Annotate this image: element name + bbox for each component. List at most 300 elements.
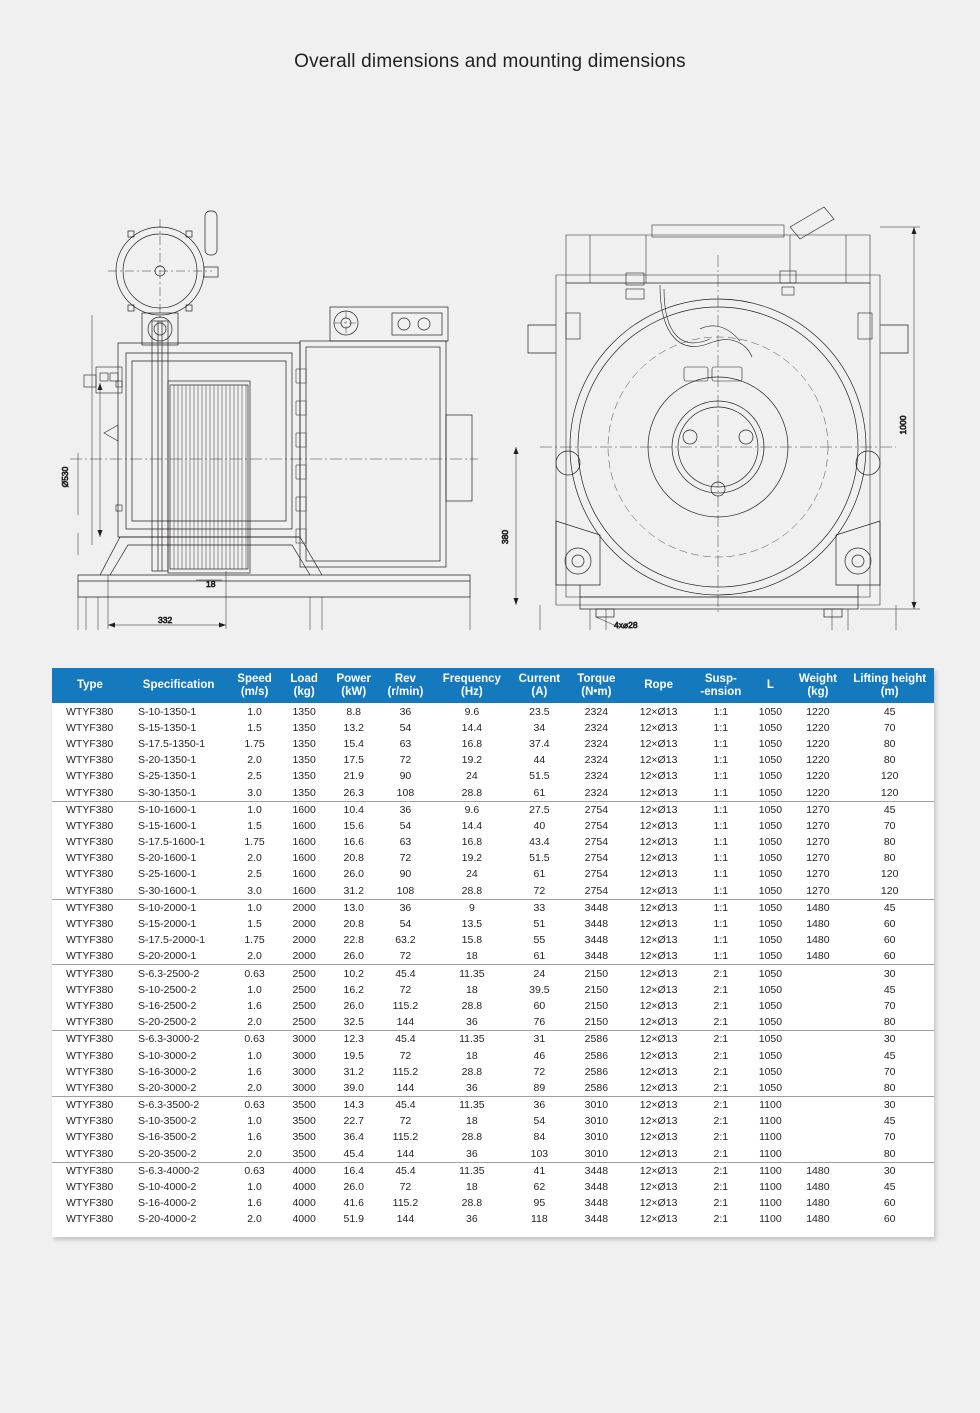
table-cell: 30 bbox=[883, 967, 896, 980]
table-cell: 1.6 bbox=[247, 999, 262, 1012]
table-cell: 2754 bbox=[584, 803, 609, 816]
table-cell: 1:1 bbox=[713, 868, 729, 881]
table-cell: S-10-1350-1 bbox=[137, 705, 197, 718]
table-cell: S-15-2000-1 bbox=[137, 918, 197, 930]
table-cell: 12×Ø13 bbox=[639, 803, 678, 816]
table-row bbox=[52, 1195, 934, 1211]
table-cell: 13.5 bbox=[461, 918, 483, 930]
table-cell: 1600 bbox=[292, 868, 316, 881]
table-cell: 1600 bbox=[292, 819, 316, 832]
table-cell: 1270 bbox=[806, 836, 830, 849]
table-cell: 12×Ø13 bbox=[639, 737, 678, 750]
table-cell: 103 bbox=[512, 1146, 567, 1163]
table-cell: 2586 bbox=[584, 1033, 609, 1046]
table-cell: 80 bbox=[883, 836, 896, 849]
table-cell: 21.9 bbox=[343, 770, 364, 783]
table-cell: 12×Ø13 bbox=[639, 901, 678, 914]
table-cell: 2500 bbox=[292, 999, 316, 1012]
table-cell: 1270 bbox=[806, 868, 830, 881]
table-cell: 90 bbox=[399, 770, 412, 783]
table-row bbox=[52, 932, 934, 948]
table-cell: 32.5 bbox=[328, 1014, 379, 1031]
table-cell: 1050 bbox=[758, 901, 783, 914]
table-cell: 1480 bbox=[790, 948, 845, 965]
table-cell: 26.0 bbox=[343, 1181, 364, 1193]
table-cell: S-6.3-4000-2 bbox=[137, 1164, 200, 1177]
table-cell: S-10-2000-1 bbox=[137, 901, 197, 914]
col-header-current: Current (A) bbox=[512, 668, 567, 704]
table-cell: 14.3 bbox=[343, 1099, 364, 1112]
table-cell: S-20-1600-1 bbox=[137, 852, 197, 865]
table-cell: 1220 bbox=[806, 754, 830, 767]
table-cell: 1480 bbox=[806, 901, 830, 914]
table-cell: 1.6 bbox=[247, 1065, 262, 1078]
table-cell: 17.5 bbox=[343, 754, 364, 767]
table-cell bbox=[790, 1014, 845, 1031]
table-cell: 12×Ø13 bbox=[626, 1080, 691, 1097]
table-cell: 1:1 bbox=[713, 901, 729, 914]
table-cell: 1050 bbox=[758, 1065, 783, 1078]
table-cell: 12.3 bbox=[343, 1033, 364, 1046]
table-cell: 15.8 bbox=[461, 934, 483, 947]
table-row bbox=[52, 1080, 934, 1097]
table-cell: 45 bbox=[883, 1181, 896, 1193]
table-cell: 118 bbox=[531, 1213, 548, 1226]
table-cell: 13.0 bbox=[343, 901, 364, 914]
table-cell: S-16-3500-2 bbox=[137, 1131, 197, 1144]
table-cell: 12×Ø13 bbox=[626, 883, 691, 900]
table-cell: 2586 bbox=[584, 1049, 609, 1062]
table-row bbox=[52, 703, 934, 719]
table-row bbox=[52, 998, 934, 1014]
table-cell: S-30-1600-1 bbox=[128, 883, 229, 900]
table-cell: 115.2 bbox=[392, 1131, 419, 1144]
table-cell: 19.5 bbox=[343, 1049, 364, 1062]
col-header-lifting-height: Lifting height (m) bbox=[845, 668, 934, 704]
table-cell: WTYF380 bbox=[66, 737, 114, 750]
table-cell: 1220 bbox=[790, 784, 845, 801]
table-cell: 12×Ø13 bbox=[626, 1146, 691, 1163]
table-cell: 3010 bbox=[567, 1146, 626, 1163]
table-cell: 2500 bbox=[280, 1014, 329, 1031]
table-row bbox=[52, 768, 934, 784]
table-cell: 120 bbox=[845, 883, 934, 900]
table-cell: 51.5 bbox=[529, 770, 550, 783]
table-cell: 1100 bbox=[759, 1213, 782, 1226]
table-cell: 1050 bbox=[758, 1049, 783, 1062]
right-view-sheave bbox=[540, 255, 896, 615]
table-cell: S-10-2500-2 bbox=[137, 983, 197, 996]
table-cell: 3000 bbox=[292, 1033, 316, 1046]
table-row bbox=[52, 1146, 934, 1163]
table-cell: 95 bbox=[533, 1197, 546, 1210]
table-cell: WTYF380 bbox=[66, 1181, 114, 1193]
table-row bbox=[52, 1096, 934, 1113]
col-header-frequency: Frequency (Hz) bbox=[432, 668, 512, 704]
table-cell: 1050 bbox=[758, 705, 783, 718]
table-cell: WTYF380 bbox=[52, 1146, 128, 1163]
table-cell: 72 bbox=[399, 754, 412, 767]
table-cell: 1480 bbox=[806, 1181, 830, 1193]
table-cell: 28.8 bbox=[432, 883, 512, 900]
table-cell: 20.8 bbox=[343, 918, 364, 930]
table-cell: 2:1 bbox=[713, 967, 729, 980]
table-cell: 1:1 bbox=[713, 705, 729, 718]
table-cell: 1:1 bbox=[713, 770, 729, 783]
table-cell: 1100 bbox=[759, 1164, 782, 1177]
table-cell: 10.4 bbox=[343, 803, 364, 816]
table-cell: 1270 bbox=[806, 819, 830, 832]
table-cell: S-17.5-2000-1 bbox=[137, 934, 206, 947]
table-cell: 1480 bbox=[806, 1213, 830, 1226]
table-cell: 24 bbox=[466, 770, 478, 783]
table-cell: 24 bbox=[466, 868, 478, 881]
table-cell: 61 bbox=[512, 784, 567, 801]
table-cell: 1350 bbox=[292, 770, 316, 783]
table-cell: 1050 bbox=[758, 770, 783, 783]
table-cell: S-20-3500-2 bbox=[128, 1146, 229, 1163]
table-cell: 2000 bbox=[292, 934, 316, 947]
table-cell: 1350 bbox=[292, 737, 316, 750]
table-cell: 22.7 bbox=[343, 1115, 364, 1128]
table-cell: 1:1 bbox=[691, 784, 750, 801]
table-cell: 28.8 bbox=[461, 999, 483, 1012]
table-cell: WTYF380 bbox=[66, 868, 114, 881]
table-cell: 18 bbox=[432, 948, 512, 965]
table-cell: S-20-4000-2 bbox=[137, 1213, 197, 1226]
table-cell: 37.4 bbox=[529, 737, 550, 750]
table-cell: 1100 bbox=[759, 1181, 782, 1193]
table-cell: WTYF380 bbox=[66, 1065, 114, 1078]
table-cell: 72 bbox=[399, 1181, 412, 1193]
table-cell: 2150 bbox=[584, 999, 609, 1012]
table-cell: 2:1 bbox=[713, 1049, 729, 1062]
table-cell: 2150 bbox=[567, 1014, 626, 1031]
table-row bbox=[52, 1031, 934, 1048]
table-cell: 1050 bbox=[758, 934, 783, 947]
left-view-mount-lugs bbox=[84, 367, 122, 511]
table-cell: 70 bbox=[883, 999, 896, 1012]
table-cell: S-20-2000-1 bbox=[128, 948, 229, 965]
table-bottom-padding bbox=[52, 1227, 934, 1237]
table-cell: 16.4 bbox=[343, 1164, 364, 1177]
table-cell: 72 bbox=[399, 1049, 412, 1062]
table-cell: WTYF380 bbox=[66, 770, 114, 783]
table-cell: 31.2 bbox=[343, 1065, 364, 1078]
table-cell: 1:1 bbox=[713, 836, 729, 849]
table-cell: 1270 bbox=[806, 803, 830, 816]
table-cell: 9.6 bbox=[464, 803, 480, 816]
table-cell: 1220 bbox=[806, 721, 830, 734]
table-cell: 1:1 bbox=[713, 819, 729, 832]
table-cell: 2150 bbox=[584, 967, 609, 980]
table-cell: 45 bbox=[883, 901, 896, 914]
table-cell: 12×Ø13 bbox=[639, 1164, 678, 1177]
table-cell: 1220 bbox=[806, 737, 830, 750]
table-cell: 1350 bbox=[292, 705, 316, 718]
table-cell: 1.5 bbox=[247, 819, 262, 832]
table-cell: 0.63 bbox=[244, 1033, 265, 1046]
table-cell: 1600 bbox=[292, 803, 316, 816]
table-cell: 12×Ø13 bbox=[639, 967, 678, 980]
table-row bbox=[52, 948, 934, 965]
dim-label-4x28: 4x⌀28 bbox=[614, 620, 638, 631]
table-cell: 19.2 bbox=[461, 754, 483, 767]
table-cell: WTYF380 bbox=[66, 918, 114, 930]
table-cell: S-15-1600-1 bbox=[137, 819, 197, 832]
table-cell: 1.0 bbox=[247, 1049, 262, 1062]
table-cell: 1350 bbox=[280, 784, 329, 801]
table-cell: WTYF380 bbox=[52, 1014, 128, 1031]
dim-label-dia530: Ø530 bbox=[60, 467, 70, 488]
table-cell: 4000 bbox=[292, 1197, 316, 1210]
table-cell: 12×Ø13 bbox=[639, 1065, 678, 1078]
table-cell: 72 bbox=[399, 1115, 412, 1128]
table-cell: S-20-1350-1 bbox=[137, 754, 197, 767]
table-cell: S-6.3-2500-2 bbox=[137, 967, 200, 980]
table-cell: 2:1 bbox=[691, 1146, 750, 1163]
table-header-row bbox=[52, 668, 934, 704]
table-cell: 115.2 bbox=[392, 1197, 419, 1210]
table-cell: 45.4 bbox=[328, 1146, 379, 1163]
table-cell: S-25-1600-1 bbox=[137, 868, 197, 881]
table-cell: 2754 bbox=[584, 819, 609, 832]
table-cell: 2:1 bbox=[713, 1197, 729, 1210]
table-cell: 1600 bbox=[292, 836, 316, 849]
table-cell: 72 bbox=[379, 948, 432, 965]
table-cell: 63 bbox=[399, 737, 412, 750]
table-cell: 2:1 bbox=[713, 999, 729, 1012]
table-row bbox=[52, 899, 934, 916]
table-cell: 80 bbox=[845, 1080, 934, 1097]
table-cell: WTYF380 bbox=[66, 819, 114, 832]
table-cell: 18 bbox=[466, 1115, 478, 1128]
table-cell bbox=[790, 1064, 845, 1080]
table-cell: 20.8 bbox=[343, 852, 364, 865]
table-cell: 31.2 bbox=[328, 883, 379, 900]
table-head bbox=[52, 668, 934, 704]
table-cell: 2586 bbox=[584, 1065, 609, 1078]
table-cell: 27.5 bbox=[529, 803, 550, 816]
table-cell: 1.0 bbox=[247, 983, 262, 996]
table-cell: 26.3 bbox=[328, 784, 379, 801]
table-cell: 1050 bbox=[758, 967, 783, 980]
table-cell: 22.8 bbox=[343, 934, 364, 947]
dim-label-332: 332 bbox=[158, 615, 173, 626]
table-cell: 120 bbox=[880, 868, 899, 881]
table-cell: S-30-1350-1 bbox=[128, 784, 229, 801]
table-cell: WTYF380 bbox=[66, 901, 114, 914]
table-cell bbox=[790, 1031, 845, 1048]
col-header-type: Type bbox=[52, 668, 128, 704]
table-cell: 89 bbox=[512, 1080, 567, 1097]
table-cell: 1050 bbox=[758, 803, 783, 816]
table-cell: WTYF380 bbox=[66, 1131, 114, 1144]
table-cell: 72 bbox=[399, 852, 412, 865]
table-cell: 34 bbox=[533, 721, 546, 734]
table-cell: 54 bbox=[399, 721, 412, 734]
table-cell: 2000 bbox=[292, 918, 316, 930]
table-cell: 80 bbox=[883, 737, 896, 750]
table-row bbox=[52, 883, 934, 900]
table-cell: 1.0 bbox=[247, 901, 262, 914]
table-cell: 28.8 bbox=[461, 1131, 483, 1144]
table-cell: S-25-1350-1 bbox=[137, 770, 197, 783]
table-cell: 23.5 bbox=[529, 705, 550, 718]
table-cell: 16.8 bbox=[461, 836, 483, 849]
table-cell: 3448 bbox=[584, 1164, 609, 1177]
table-cell: 1050 bbox=[758, 836, 783, 849]
table-cell: 1.75 bbox=[244, 737, 265, 750]
table-cell: 144 bbox=[379, 1014, 432, 1031]
table-cell: 1600 bbox=[292, 852, 316, 865]
left-view-dim-frame bbox=[78, 315, 92, 555]
table-cell: WTYF380 bbox=[66, 983, 114, 996]
table-cell: 1270 bbox=[806, 852, 830, 865]
table-cell: 1050 bbox=[758, 983, 783, 996]
dim-label-1000: 1000 bbox=[898, 415, 908, 435]
table-row bbox=[52, 850, 934, 866]
table-cell: WTYF380 bbox=[66, 852, 114, 865]
table-cell: 45 bbox=[883, 1049, 896, 1062]
dim-label-18: 18 bbox=[206, 579, 216, 590]
table-row bbox=[52, 1113, 934, 1129]
table-cell: 1.5 bbox=[247, 918, 262, 930]
table-cell: 1050 bbox=[758, 999, 783, 1012]
table-cell: 26.0 bbox=[328, 948, 379, 965]
table-cell: 1050 bbox=[758, 868, 783, 881]
table-cell: 1:1 bbox=[713, 737, 729, 750]
table-cell: 3.0 bbox=[229, 784, 280, 801]
col-header-torque: Torque (N•m) bbox=[567, 668, 626, 704]
table-cell: 1050 bbox=[750, 948, 790, 965]
table-cell: 60 bbox=[883, 934, 896, 947]
table-row bbox=[52, 982, 934, 998]
table-cell: 1.0 bbox=[247, 1115, 262, 1128]
table-cell: 2.5 bbox=[247, 770, 262, 783]
specification-table-wrapper bbox=[52, 668, 934, 1238]
table-cell: 44 bbox=[533, 754, 546, 767]
table-cell: 19.2 bbox=[461, 852, 483, 865]
table-cell: 16.6 bbox=[343, 836, 364, 849]
table-cell: 3000 bbox=[292, 1049, 316, 1062]
table-cell: 61 bbox=[512, 948, 567, 965]
table-cell: 14.4 bbox=[461, 721, 483, 734]
table-cell: 72 bbox=[399, 983, 412, 996]
table-cell: 1.0 bbox=[247, 1181, 262, 1193]
table-cell bbox=[790, 1080, 845, 1097]
table-row bbox=[52, 1211, 934, 1227]
table-cell: 12×Ø13 bbox=[639, 770, 678, 783]
table-cell: S-10-1600-1 bbox=[137, 803, 197, 816]
table-cell: 2324 bbox=[567, 784, 626, 801]
table-cell: 2.0 bbox=[247, 852, 262, 865]
col-header-specification: Specification bbox=[128, 668, 229, 704]
left-view-motor bbox=[296, 341, 472, 567]
table-cell: S-10-3500-2 bbox=[137, 1115, 197, 1128]
table-cell bbox=[790, 1146, 845, 1163]
table-cell: 2:1 bbox=[713, 1164, 729, 1177]
table-cell: WTYF380 bbox=[66, 1049, 114, 1062]
table-cell: 2:1 bbox=[713, 1065, 729, 1078]
table-cell: 12×Ø13 bbox=[626, 784, 691, 801]
table-cell: 3448 bbox=[584, 1213, 609, 1226]
table-cell: 2150 bbox=[584, 983, 609, 996]
table-cell: 8.8 bbox=[346, 705, 362, 718]
table-cell: 1350 bbox=[292, 721, 316, 734]
page-title: Overall dimensions and mounting dimensions bbox=[294, 50, 686, 72]
table-cell: 1220 bbox=[806, 770, 830, 783]
table-cell: 14.4 bbox=[461, 819, 483, 832]
col-header-power: Power (kW) bbox=[328, 668, 379, 704]
table-cell: 1600 bbox=[280, 883, 329, 900]
table-cell: 70 bbox=[883, 1065, 896, 1078]
table-cell: S-20-3000-2 bbox=[128, 1080, 229, 1097]
table-cell: 41.6 bbox=[343, 1197, 364, 1210]
table-cell: 1050 bbox=[758, 819, 783, 832]
table-cell: 54 bbox=[533, 1115, 546, 1128]
table-cell: 12×Ø13 bbox=[639, 754, 678, 767]
table-cell: 12×Ø13 bbox=[639, 1099, 678, 1112]
table-cell: 1.75 bbox=[244, 836, 265, 849]
table-cell: 1.6 bbox=[247, 1197, 262, 1210]
col-header-l: L bbox=[750, 668, 790, 704]
table-cell: 2754 bbox=[584, 852, 609, 865]
table-row bbox=[52, 834, 934, 850]
table-cell: 12×Ø13 bbox=[639, 721, 678, 734]
table-cell bbox=[790, 965, 845, 982]
table-cell: S-16-2500-2 bbox=[137, 999, 197, 1012]
table-row bbox=[52, 818, 934, 834]
table-cell: 46 bbox=[533, 1049, 546, 1062]
table-cell: 2500 bbox=[292, 983, 316, 996]
table-cell: 1050 bbox=[750, 784, 790, 801]
table-cell: 0.63 bbox=[244, 1164, 265, 1177]
table-cell: 0.63 bbox=[244, 1099, 265, 1112]
table-cell: 1.0 bbox=[247, 803, 262, 816]
table-cell: 36.4 bbox=[343, 1131, 364, 1144]
table-cell: WTYF380 bbox=[66, 721, 114, 734]
table-cell: 72 bbox=[512, 883, 567, 900]
table-cell: 2500 bbox=[292, 967, 316, 980]
table-cell: 1:1 bbox=[713, 918, 729, 930]
table-cell: 30 bbox=[883, 1164, 896, 1177]
table-cell: 45.4 bbox=[395, 1099, 416, 1112]
table-cell: 3010 bbox=[584, 1115, 609, 1128]
table-row bbox=[52, 784, 934, 801]
table-cell: 3448 bbox=[584, 1197, 609, 1210]
table-cell: 28.8 bbox=[461, 1065, 483, 1078]
table-cell: 3000 bbox=[292, 1065, 316, 1078]
table-cell: WTYF380 bbox=[66, 754, 114, 767]
table-cell: 2.0 bbox=[229, 1146, 280, 1163]
table-cell: WTYF380 bbox=[52, 883, 128, 900]
table-row bbox=[52, 720, 934, 736]
right-view-dimensions bbox=[514, 227, 921, 630]
table-cell: 12×Ø13 bbox=[639, 1033, 678, 1046]
table-cell: 1050 bbox=[758, 852, 783, 865]
table-cell: 12×Ø13 bbox=[639, 836, 678, 849]
table-cell: 2754 bbox=[567, 883, 626, 900]
table-cell: 60 bbox=[845, 948, 934, 965]
table-cell: S-6.3-3000-2 bbox=[137, 1033, 200, 1046]
table-cell: 12×Ø13 bbox=[639, 1115, 678, 1128]
table-cell: 1220 bbox=[806, 705, 830, 718]
table-cell: 45.4 bbox=[395, 1033, 416, 1046]
table-cell: S-20-2500-2 bbox=[128, 1014, 229, 1031]
table-cell: 60 bbox=[883, 1213, 896, 1226]
table-row bbox=[52, 866, 934, 882]
